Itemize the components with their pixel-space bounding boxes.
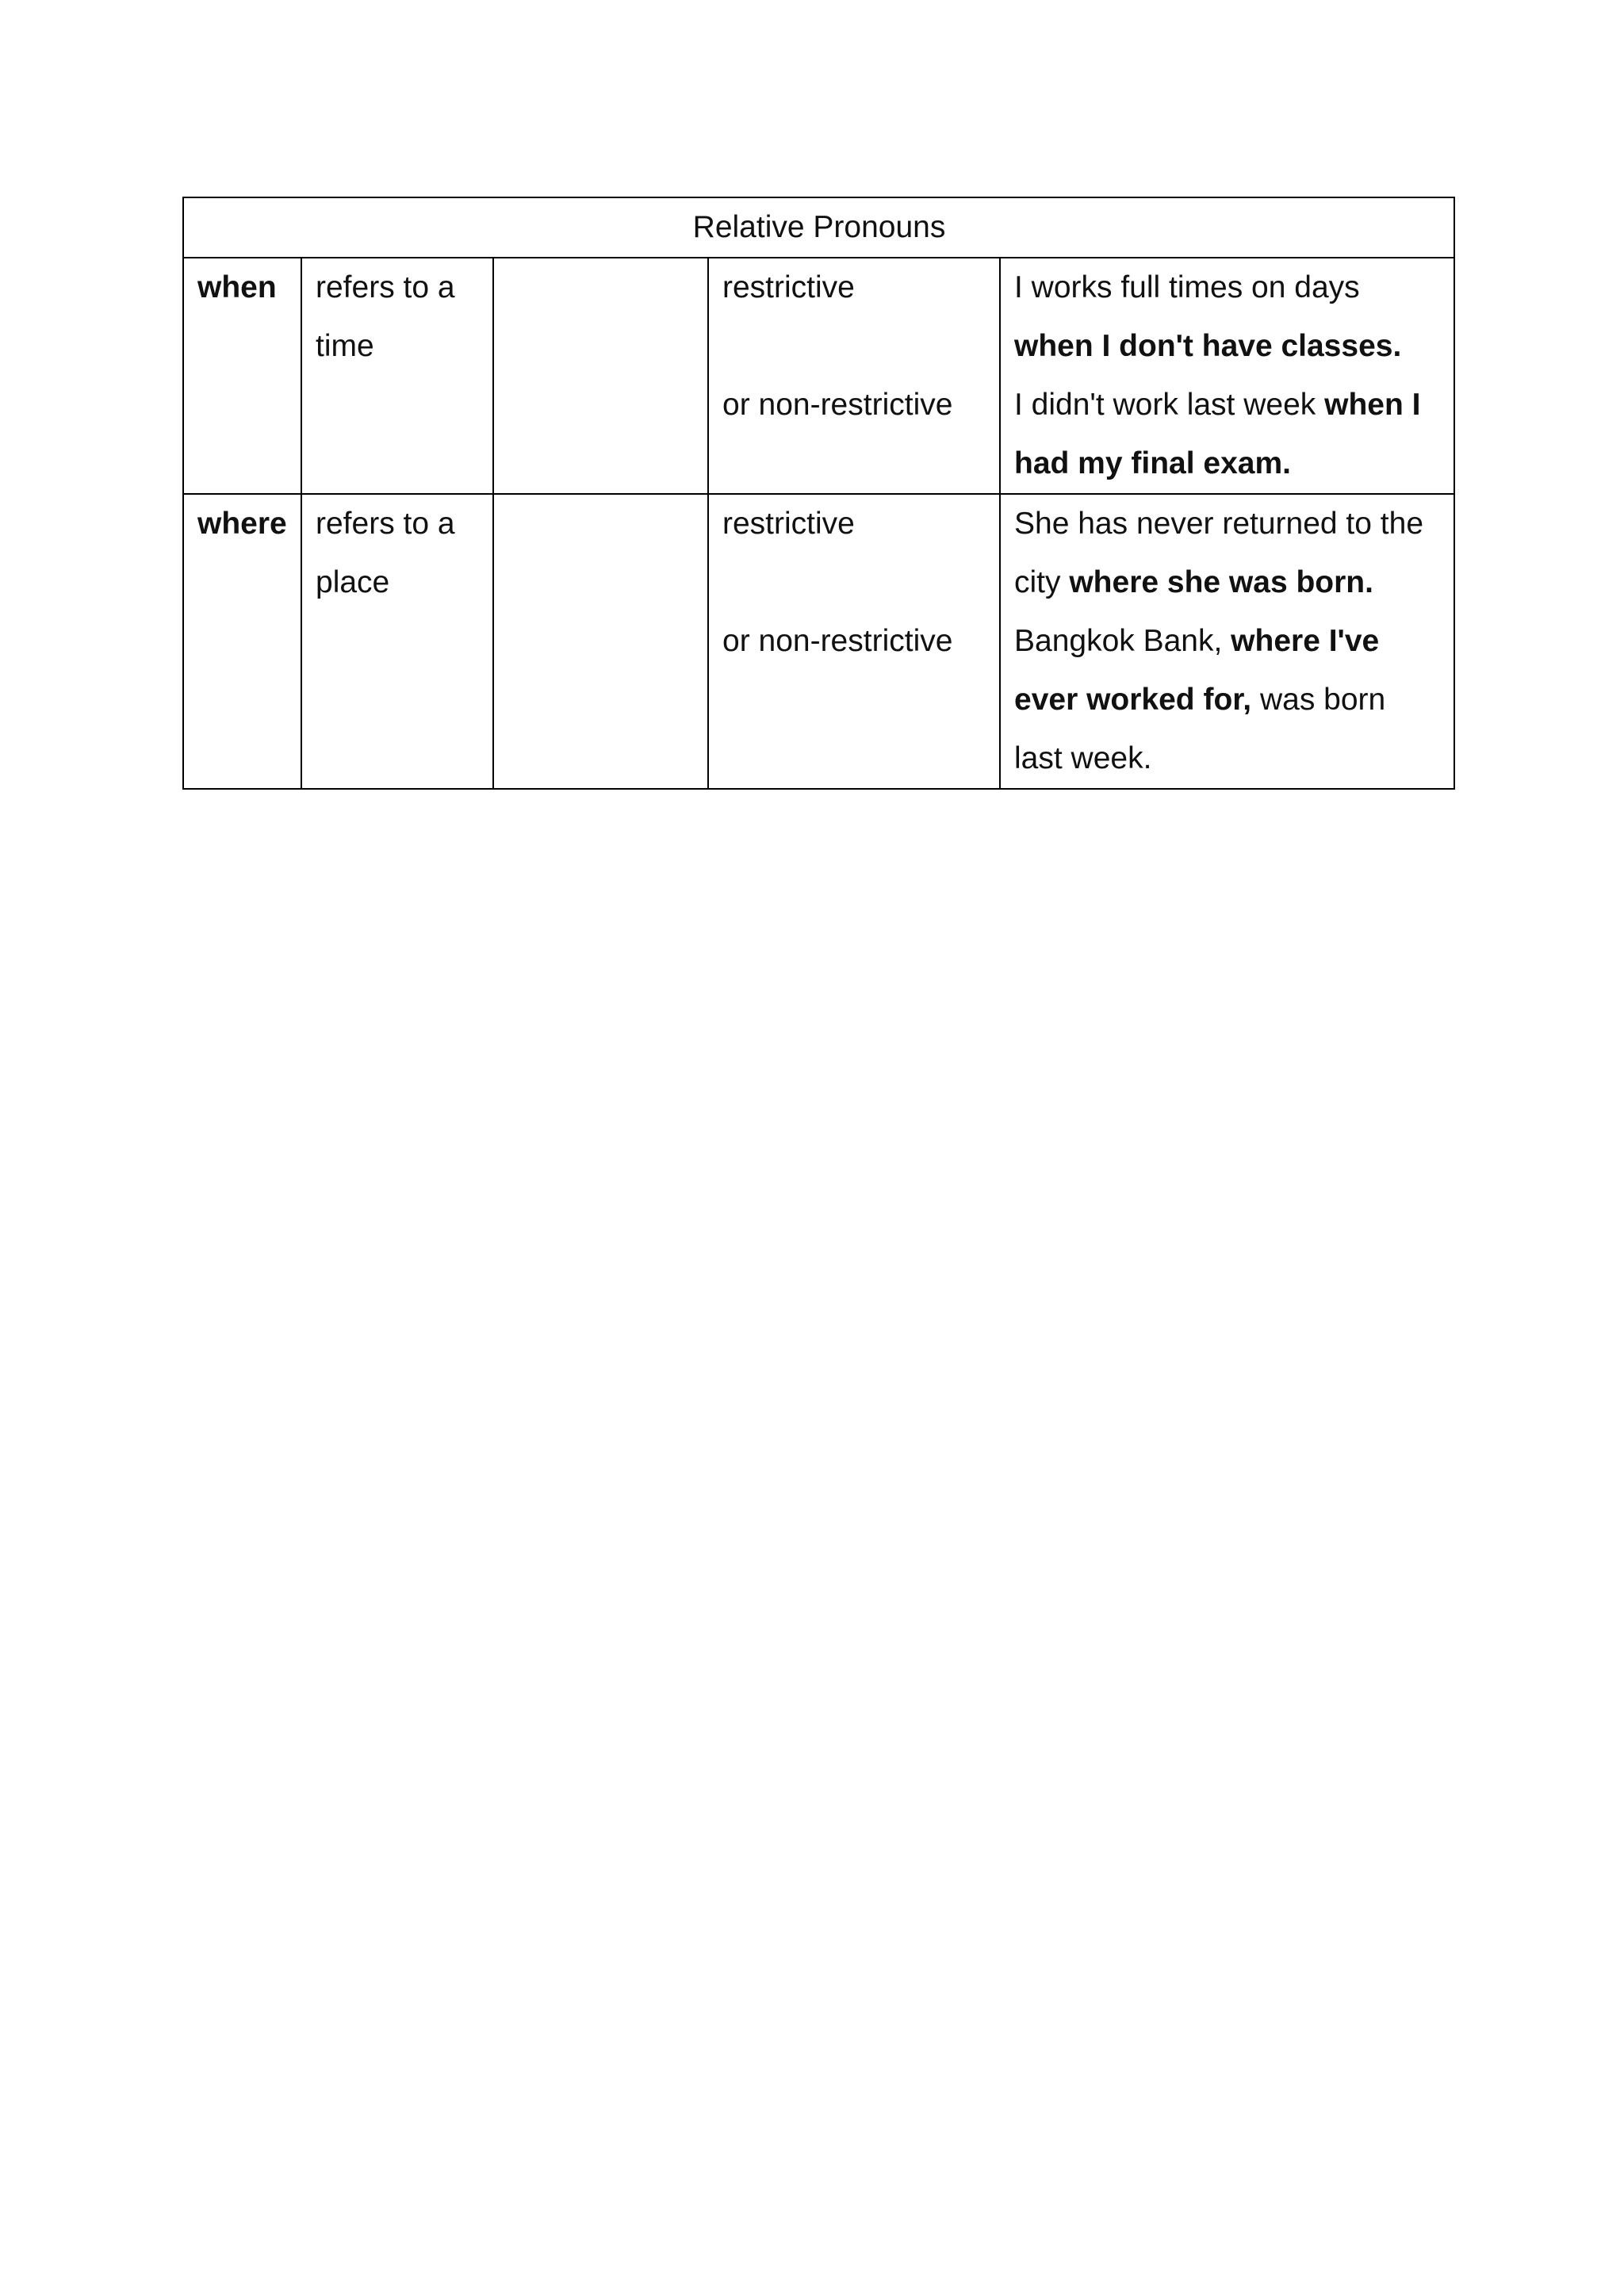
refers-text-line1: refers to a: [316, 270, 455, 304]
example-clause: when I don't have classes.: [1014, 329, 1402, 363]
table-title-row: [183, 197, 1454, 258]
clause-type-nonrestrictive: or non-restrictive: [722, 624, 953, 658]
refers-text-line2: place: [316, 565, 390, 599]
example-cell: [1000, 494, 1454, 789]
example-text: Bangkok Bank,: [1014, 624, 1231, 658]
example-sentence: [1014, 495, 1441, 612]
clause-type-restrictive: restrictive: [722, 270, 855, 304]
empty-cell: [493, 258, 708, 494]
example-clause: where she was born.: [1069, 565, 1373, 599]
spacer: [722, 317, 986, 376]
spacer: [722, 553, 986, 612]
refers-cell: [301, 494, 493, 789]
refers-text-line1: refers to a: [316, 507, 455, 541]
pronoun-label: where: [197, 507, 287, 541]
example-clause: where I've ever worked for,: [1014, 624, 1380, 717]
example-sentence: [1014, 258, 1441, 376]
refers-cell: [301, 258, 493, 494]
refers-text-line2: time: [316, 329, 374, 363]
relative-pronouns-table: [182, 197, 1455, 790]
table-title: Relative Pronouns: [183, 197, 1454, 258]
example-text: I works full times on days: [1014, 270, 1360, 304]
clause-type-cell: [708, 494, 1000, 789]
example-sentence: [1014, 376, 1441, 493]
table-row: [183, 258, 1454, 494]
example-text: was born last week.: [1014, 683, 1386, 775]
example-text: I didn't work last week: [1014, 388, 1325, 422]
example-cell: [1000, 258, 1454, 494]
example-clause: when I had my final exam.: [1014, 388, 1421, 480]
clause-type-cell: [708, 258, 1000, 494]
pronoun-cell: [183, 494, 301, 789]
clause-type-restrictive: restrictive: [722, 507, 855, 541]
example-sentence: [1014, 612, 1441, 788]
empty-cell: [493, 494, 708, 789]
table-row: [183, 494, 1454, 789]
example-text: She has never returned to the city: [1014, 507, 1424, 599]
pronoun-label: when: [197, 270, 277, 304]
pronoun-cell: [183, 258, 301, 494]
clause-type-nonrestrictive: or non-restrictive: [722, 388, 953, 422]
